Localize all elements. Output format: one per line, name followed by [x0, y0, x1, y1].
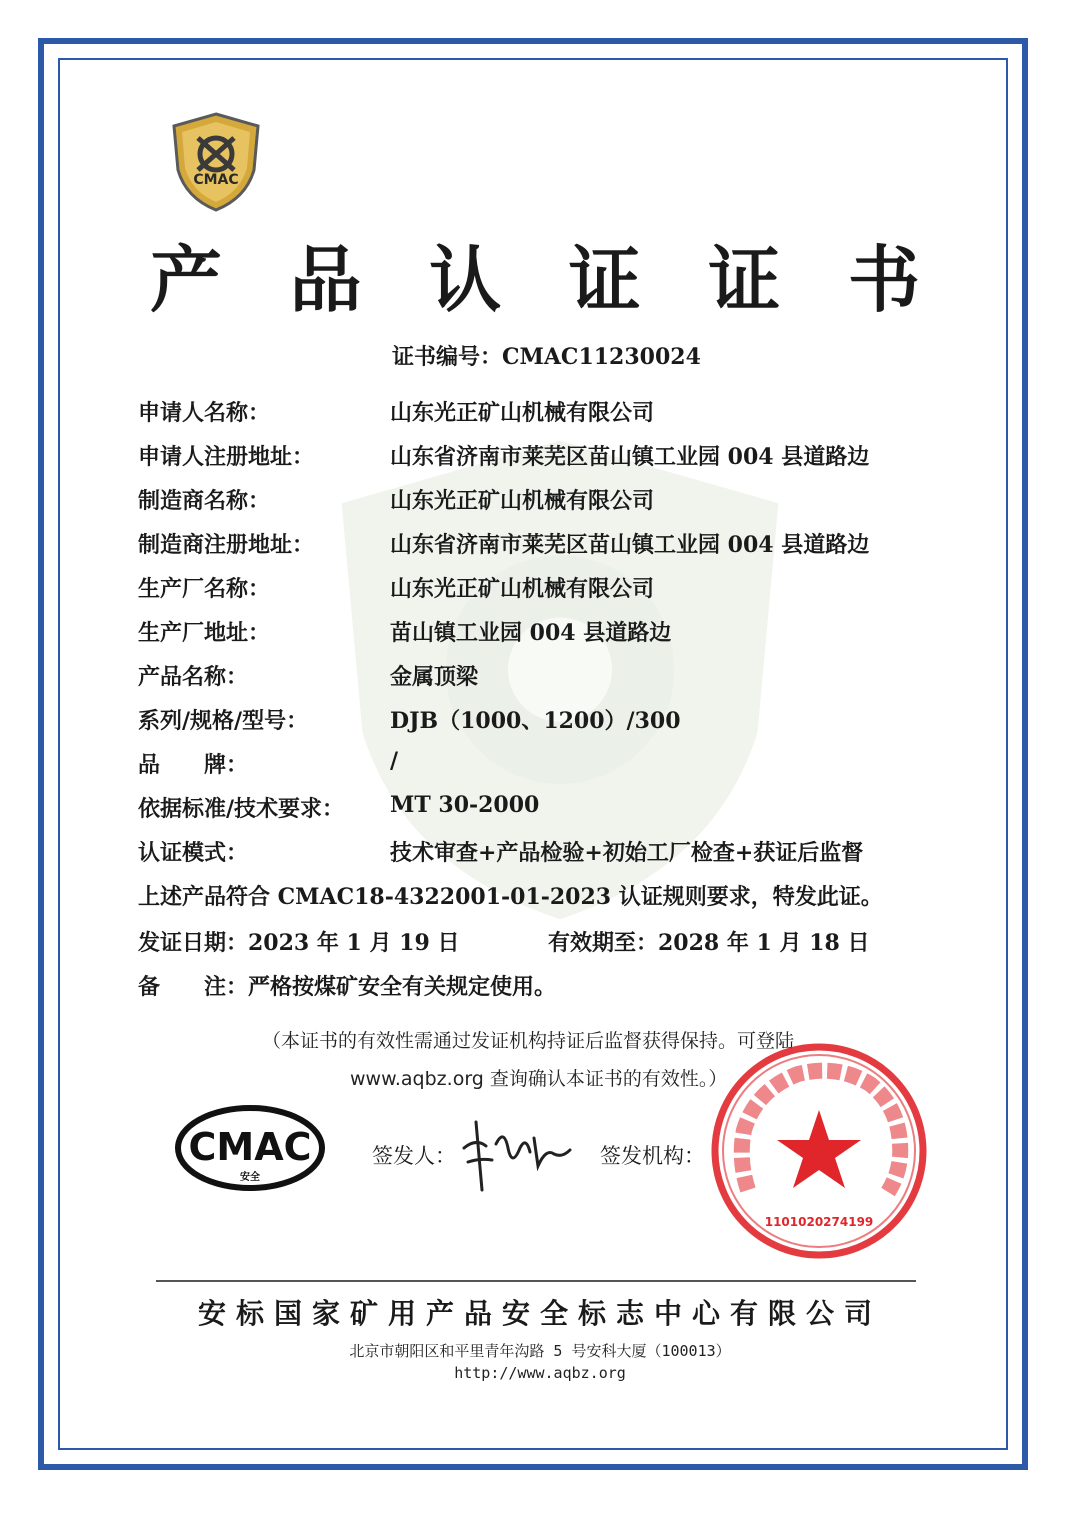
cmac-safety-mark-icon: [174, 1104, 326, 1192]
field-label: 生产厂地址：: [138, 620, 271, 646]
footer-url[interactable]: http://www.aqbz.org: [454, 1364, 626, 1382]
official-seal-icon: [708, 1040, 930, 1262]
signature-icon: [456, 1108, 576, 1200]
remark: 备 注：严格按煤矿安全有关规定使用。: [138, 974, 557, 1000]
field-label: 申请人注册地址：: [138, 444, 315, 470]
issuer-label: 签发人：: [372, 1144, 456, 1168]
issuing-body-label: 签发机构：: [600, 1144, 705, 1168]
field-value: 山东省济南市莱芜区苗山镇工业园 004 县道路边: [390, 532, 870, 558]
footer-address: 北京市朝阳区和平里青年沟路 5 号安科大厦（100013）: [349, 1342, 731, 1360]
validity-note-line1: （本证书的有效性需通过发证机构持证后监督获得保持。可登陆: [262, 1030, 795, 1052]
field-label: 依据标准/技术要求：: [138, 796, 345, 822]
field-value: 金属顶梁: [390, 664, 479, 690]
field-label: 产品名称：: [138, 664, 249, 690]
field-label: 认证模式：: [138, 840, 249, 866]
title-char: 证: [568, 238, 641, 322]
cmac-shield-logo-icon: [170, 112, 262, 212]
field-label: 制造商注册地址：: [138, 532, 315, 558]
field-value: 山东光正矿山机械有限公司: [390, 576, 655, 602]
field-value: 苗山镇工业园 004 县道路边: [390, 620, 672, 646]
field-value: 山东光正矿山机械有限公司: [390, 400, 655, 426]
title-char: 证: [708, 238, 781, 322]
cmac-mark-text: CMAC: [188, 1125, 312, 1169]
field-label: 申请人名称：: [138, 400, 271, 426]
title-char: 品: [289, 238, 362, 322]
footer-company: 安标国家矿用产品安全标志中心有限公司: [197, 1297, 882, 1330]
certificate-number: 证书编号：CMAC11230024: [392, 344, 701, 370]
seal-number: 1101020274199: [764, 1215, 874, 1229]
title-char: 书: [847, 238, 920, 322]
cmac-mark-sub: 安全: [240, 1172, 260, 1183]
title-char: 认: [429, 238, 502, 322]
field-label: 品 牌：: [138, 752, 249, 778]
logo-text: CMAC: [193, 172, 239, 188]
field-value: 技术审查+产品检验+初始工厂检查+获证后监督: [390, 840, 864, 866]
conformity-statement: 上述产品符合 CMAC18-4322001-01-2023 认证规则要求，特发此证。: [138, 884, 883, 910]
issue-date: 发证日期：2023 年 1 月 19 日: [138, 930, 460, 956]
title-char: 产: [150, 238, 223, 322]
certificate-title: [150, 222, 920, 326]
field-value: DJB（1000、1200）/300: [390, 708, 681, 734]
field-value: 山东光正矿山机械有限公司: [390, 488, 655, 514]
field-label: 生产厂名称：: [138, 576, 271, 602]
field-label: 制造商名称：: [138, 488, 271, 514]
field-label: 系列/规格/型号：: [138, 708, 309, 734]
footer-divider: [156, 1280, 916, 1282]
validity-note-line2: www.aqbz.org 查询确认本证书的有效性。）: [350, 1068, 728, 1090]
valid-until: 有效期至：2028 年 1 月 18 日: [548, 930, 870, 956]
field-value: MT 30-2000: [390, 792, 540, 818]
field-value: 山东省济南市莱芜区苗山镇工业园 004 县道路边: [390, 444, 870, 470]
field-value: /: [390, 748, 399, 774]
